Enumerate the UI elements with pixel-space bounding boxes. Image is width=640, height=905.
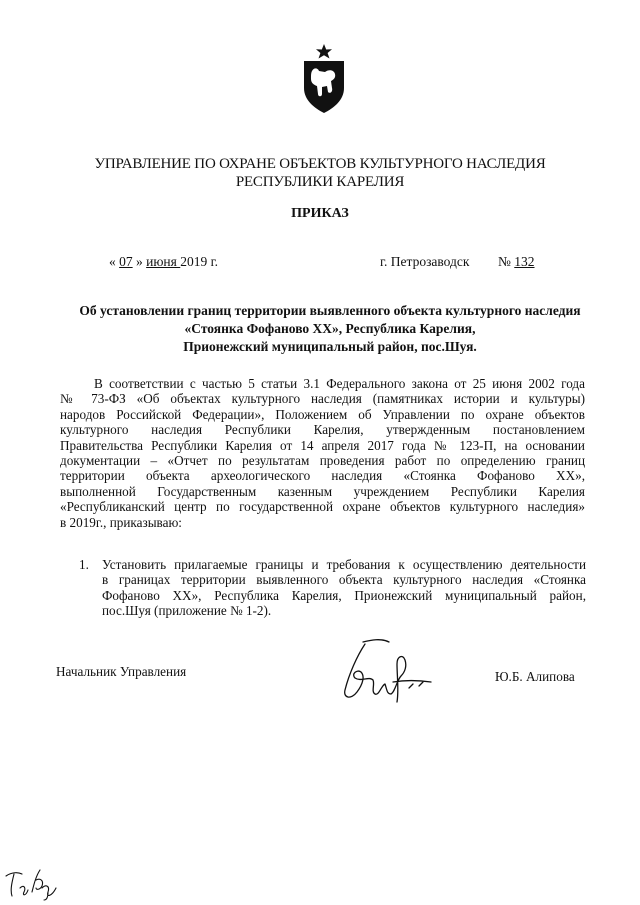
signatory-position: Начальник Управления bbox=[56, 664, 187, 679]
handwritten-signature bbox=[335, 636, 445, 706]
body-line: культурного наследия Республики Карелия, утвержденным постановлением bbox=[60, 422, 585, 438]
order-subject-line1: Об установлении границ территории выявленного объекта культурного наследия bbox=[79, 303, 581, 318]
order-item-text bbox=[102, 557, 586, 619]
organization-name-line1: УПРАВЛЕНИЕ ПО ОХРАНЕ ОБЪЕКТОВ КУЛЬТУРНОГО НАСЛЕДИЯ bbox=[94, 156, 546, 172]
order-number-label: № bbox=[498, 254, 515, 269]
body-line: документации – «Отчет по результатам проведения работ по определению границ bbox=[60, 452, 585, 468]
body-line: № 73-ФЗ «Об объектах культурного наследия (памятниках истории и культуры) bbox=[60, 391, 585, 407]
handwritten-initials bbox=[2, 862, 62, 902]
coat-of-arms-emblem bbox=[299, 44, 349, 114]
order-item-line: Установить прилагаемые границы и требования к осуществлению деятельности bbox=[102, 557, 586, 572]
order-subject-line2: «Стоянка Фофаново XX», Республика Карелия, bbox=[184, 321, 476, 336]
body-line: территории объекта археологического наследия «Стоянка Фофаново XX», bbox=[60, 468, 585, 484]
order-city: г. Петрозаводск bbox=[380, 254, 470, 269]
order-item-number: 1. bbox=[79, 557, 89, 572]
date-month: июня bbox=[146, 254, 181, 269]
date-day: 07 bbox=[119, 254, 133, 269]
body-line: народов Российской Федерации», Положением об Управлении по охране объектов bbox=[60, 406, 585, 422]
body-line: В соответствии с частью 5 статьи 3.1 Федерального закона от 25 июня 2002 года bbox=[94, 376, 585, 391]
order-body-paragraph bbox=[60, 376, 585, 530]
order-number-value: 132 bbox=[514, 254, 535, 269]
document-type-title: ПРИКАЗ bbox=[291, 206, 349, 221]
body-line: в 2019г., приказываю: bbox=[60, 514, 182, 530]
body-line: «Республиканский центр по государственной охране объектов культурного наследия» bbox=[60, 499, 585, 515]
organization-name-line2: РЕСПУБЛИКИ КАРЕЛИЯ bbox=[235, 174, 405, 190]
order-item-line: Фофаново XX», Республика Карелия, Прионежский муниципальный район, bbox=[102, 587, 586, 603]
signatory-name: Ю.Б. Алипова bbox=[495, 669, 575, 684]
body-line: Правительства Республики Карелия от 14 апреля 2017 года № 123-П, на основании bbox=[60, 437, 585, 453]
order-item-line: в границах территории выявленного объекта культурного наследия «Стоянка bbox=[102, 572, 586, 588]
body-line: выполненной Государственным казенным учреждением Республики Карелия bbox=[60, 483, 585, 499]
order-number bbox=[498, 254, 535, 270]
order-subject-line3: Прионежский муниципальный район, пос.Шуя. bbox=[183, 339, 477, 354]
date-open-quote: « bbox=[109, 254, 120, 269]
order-item-line: пос.Шуя (приложение № 1-2). bbox=[102, 603, 272, 619]
date-year: 2019 г. bbox=[180, 254, 219, 269]
date-close-quote: » bbox=[132, 254, 147, 269]
order-date bbox=[109, 254, 218, 270]
